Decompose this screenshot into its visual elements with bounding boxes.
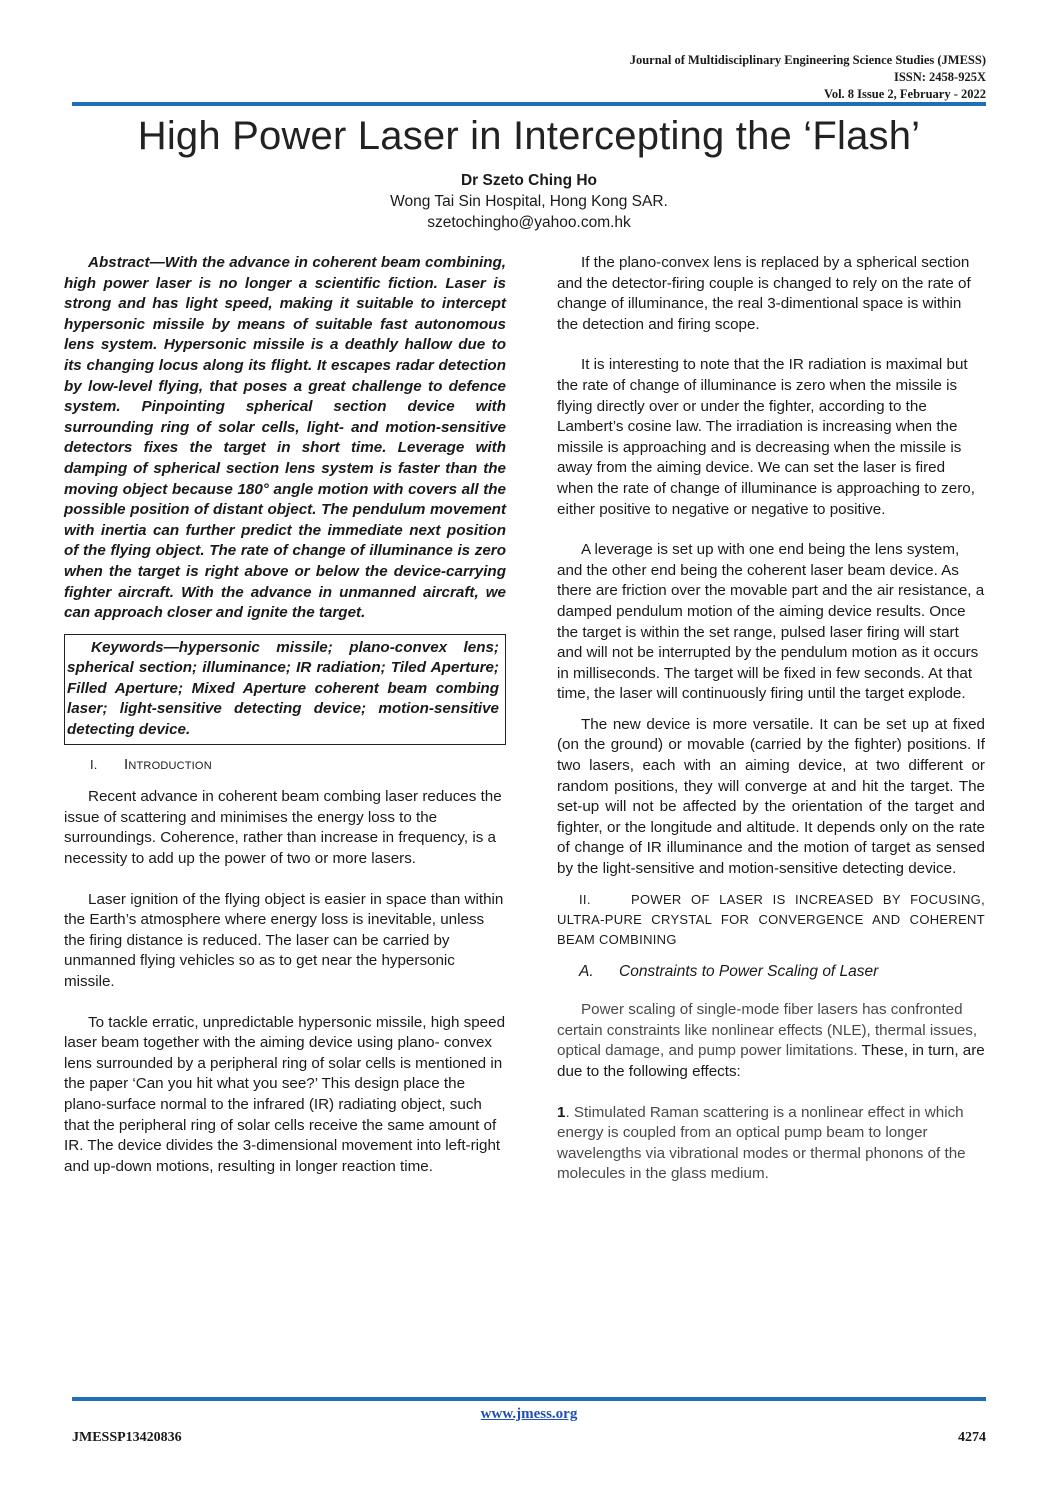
author-block <box>72 170 986 233</box>
journal-name: Journal of Multidisciplinary Engineering Science Studies (JMESS) <box>629 53 986 67</box>
footer-page-number: 4274 <box>958 1430 986 1445</box>
intro-paragraph-2: Laser ignition of the flying object is easier in space than within the Earth’s atmosphere where energy loss is inevitable, unless the firing distance is reduced. The laser can be carried by unmanned flying vehicles so as to get near the hypersonic missile. <box>64 890 504 990</box>
body-paragraph-3: A leverage is set up with one end being the lens system, and the other end being the coherent laser beam device. As there are friction over the movable part and the air resistance, a damped pendulum motion of the aiming device results. Once the target is within the set range, pulsed laser firing will start and will not be interrupted by the pendulum motion as it occurs in milliseconds. The target will be fixed in few seconds. At that time, the laser will continuously firing until the target explode. <box>557 541 985 703</box>
body-paragraph-1: If the plano-convex lens is replaced by a spherical section and the detector-firing couple is changed to rely on the rate of change of illuminance, the real 3-dimentional space is within the detection and firing scope. <box>557 254 971 333</box>
right-column <box>557 253 985 1185</box>
section-2-paragraph-1b: These, in turn, are due to the following effects: <box>557 1042 985 1080</box>
intro-paragraph-3: To tackle erratic, unpredictable hypersonic missile, high speed laser beam together with the aiming device using plano- convex lens surrounded by a peripheral ring of solar cells is mentioned in the paper ‘Can you hit what you see?’ This design place the plano-surface normal to the infrared (IR) radiating object, such that the peripheral ring of solar cells receive the same amount of IR. The device divides the 3-dimensional movement into left-right and up-down motions, resulting in longer reaction time. <box>64 1013 506 1175</box>
section-1-heading <box>64 755 506 776</box>
section-2-heading <box>557 890 985 950</box>
author-email: szetochingho@yahoo.com.hk <box>427 214 631 231</box>
author-name: Dr Szeto Ching Ho <box>460 172 598 189</box>
section-1-number: I. <box>90 756 98 772</box>
subsection-a-number: A. <box>579 962 594 980</box>
journal-header <box>386 52 986 103</box>
footer-paper-id: JMESSP13420836 <box>72 1430 182 1445</box>
list-item-1-text: . Stimulated Raman scattering is a nonlinear effect in which energy is coupled from an optical pump beam to longer wavelengths via vibrational modes or thermal phonons of the molecules in the glass medium. <box>557 1103 966 1183</box>
section-2-number: II. <box>579 891 591 907</box>
abstract: Abstract—With the advance in coherent beam combining, high power laser is no longer a scientific fiction. Laser is strong and has light speed, making it suitable to intercept hypersonic missile by means of suitable fast autonomous lens system. Hypersonic missile is a deathly hallow due to its changing locus along its flight. It escapes radar detection by low-level flying, that poses a great challenge to defence system. Pinpointing spherical section device with surrounding ring of solar cells, light- and motion-sensitive detectors fixes the target in short time. Leverage with damping of spherical section lens system is faster than the moving object because 180° angle motion with covers all the possible position of distant object. The pendulum movement with inertia can further predict the immediate next position of the flying object. The rate of change of illuminance is zero when the target is right above or below the device-carrying fighter aircraft. With the advance in unmanned aircraft, we can approach closer and ignite the target. <box>64 254 506 622</box>
section-2-paragraph-1a: Power scaling of single-mode fiber lasers has confronted certain constraints like nonlinear effects (NLE), thermal issues, optical damage, and pump power limitations. <box>557 1001 978 1060</box>
keywords-box <box>64 634 506 745</box>
body-paragraph-4: The new device is more versatile. It can be set up at fixed (on the ground) or movable (carried by the fighter) positions. If two lasers, each with an aiming device, at two different or random positions, they will converge at and hit the target. The set-up will not be affected by the orientation of the target and fighter, or the longitude and altitude. It depends only on the rate of change of IR illuminance and the motion of target as sensed by the light-sensitive and motion-sensitive detecting device. <box>557 715 985 878</box>
journal-issn: ISSN: 2458-925X <box>893 70 986 84</box>
author-affiliation: Wong Tai Sin Hospital, Hong Kong SAR. <box>390 193 668 210</box>
left-column <box>64 253 506 1177</box>
header-rule <box>72 102 986 106</box>
list-item-1-number: 1 <box>557 1103 566 1121</box>
paper-title: High Power Laser in Intercepting the ‘Flash’ <box>137 114 921 158</box>
journal-volume: Vol. 8 Issue 2, February - 2022 <box>823 87 986 101</box>
intro-paragraph-1: Recent advance in coherent beam combing laser reduces the issue of scattering and minimises the energy loss to the surroundings. Coherence, rather than increase in frequency, is a necessity to add up the power of two or more lasers. <box>64 788 502 868</box>
subsection-a-title: Constraints to Power Scaling of Laser <box>619 962 879 980</box>
footer-website-link[interactable]: www.jmess.org <box>480 1406 578 1422</box>
subsection-a-heading <box>557 962 985 983</box>
body-paragraph-2: It is interesting to note that the IR radiation is maximal but the rate of change of illuminance is zero when the missile is flying directly over or under the fighter, according to the Lambert’s cosine law. The irradiation is increasing when the missile is approaching and is decreasing when the missile is away from the aiming device. We can set the laser is fired when the rate of change of illuminance is approaching to zero, either positive to negative or negative to positive. <box>557 356 975 518</box>
keywords: Keywords—hypersonic missile; plano-convex lens; spherical section; illuminance; IR radiation; Tiled Aperture; Filled Aperture; Mixed Aperture coherent beam combing laser; light-sensitive detecting device; motion-sensitive detecting device. <box>67 638 499 739</box>
section-2-paragraph-1 <box>557 1000 985 1082</box>
footer-rule <box>72 1397 986 1401</box>
section-2-title: POWER OF LASER IS INCREASED BY FOCUSING, ULTRA-PURE CRYSTAL FOR CONVERGENCE AND COHERENT BEAM COMBINING <box>557 891 985 947</box>
section-1-title: Introduction <box>124 755 212 773</box>
list-item-1 <box>557 1103 985 1185</box>
